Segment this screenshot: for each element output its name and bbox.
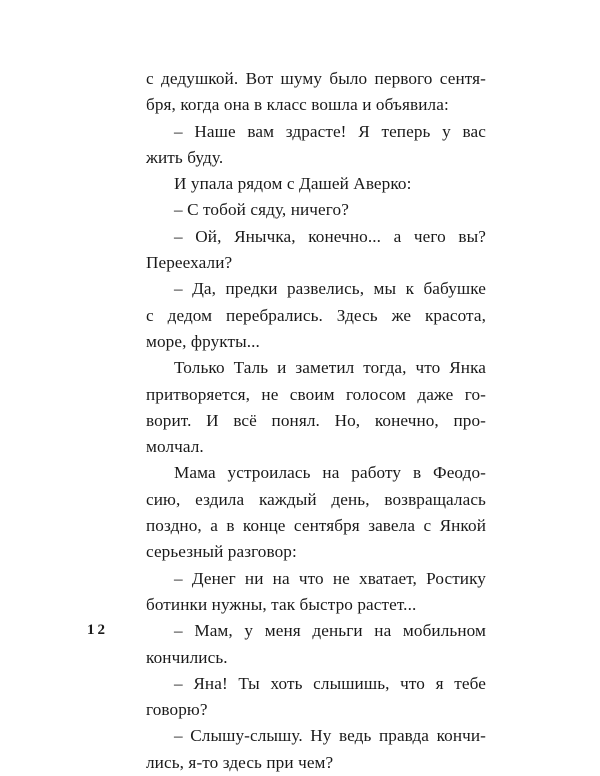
text-line: притворяется, не своим голосом даже го- bbox=[146, 384, 486, 404]
text-line: – Да, предки развелись, мы к бабушке bbox=[174, 279, 486, 299]
text-line: с дедушкой. Вот шуму было первого сентя- bbox=[146, 69, 486, 88]
text-line: – Ой, Янычка, конечно... а чего вы? bbox=[174, 226, 486, 246]
text-line: – С тобой сяду, ничего? bbox=[174, 200, 349, 220]
text-line: Только Таль и заметил тогда, что Янка bbox=[174, 358, 486, 378]
text-line: жить буду. bbox=[146, 147, 224, 167]
body-text bbox=[146, 66, 486, 776]
text-line: И упала рядом с Дашей Аверко: bbox=[174, 174, 412, 194]
text-line: поздно, а в конце сентября завела с Янкой bbox=[146, 516, 486, 536]
text-line: с дедом перебрались. Здесь же красота, bbox=[146, 305, 486, 325]
text-line: кончились. bbox=[146, 647, 228, 667]
text-line: – Мам, у меня деньги на мобильном bbox=[174, 621, 486, 641]
text-line: серьезный разговор: bbox=[146, 542, 297, 562]
text-line: – Наше вам здрасте! Я теперь у вас bbox=[174, 121, 486, 141]
text-line: – Яна! Ты хоть слышишь, что я тебе bbox=[174, 673, 486, 693]
text-line: ворит. И всё понял. Но, конечно, про- bbox=[146, 410, 486, 430]
text-line: лись, я-то здесь при чем? bbox=[146, 752, 334, 772]
text-line: – Денег ни на что не хватает, Ростику bbox=[174, 568, 486, 588]
text-line: ботинки нужны, так быстро растет... bbox=[146, 594, 417, 614]
text-line: Мама устроилась на работу в Феодо- bbox=[174, 463, 486, 483]
text-line: говорю? bbox=[146, 700, 208, 720]
text-line: сию, ездила каждый день, возвращалась bbox=[146, 489, 486, 509]
text-line: Переехали? bbox=[146, 253, 233, 273]
text-line: молчал. bbox=[146, 437, 204, 457]
text-line: – Слышу-слышу. Ну ведь правда кончи- bbox=[174, 726, 486, 746]
text-line: бря, когда она в класс вошла и объявила: bbox=[146, 95, 449, 115]
page-number: 12 bbox=[87, 622, 108, 638]
text-line: море, фрукты... bbox=[146, 331, 260, 351]
